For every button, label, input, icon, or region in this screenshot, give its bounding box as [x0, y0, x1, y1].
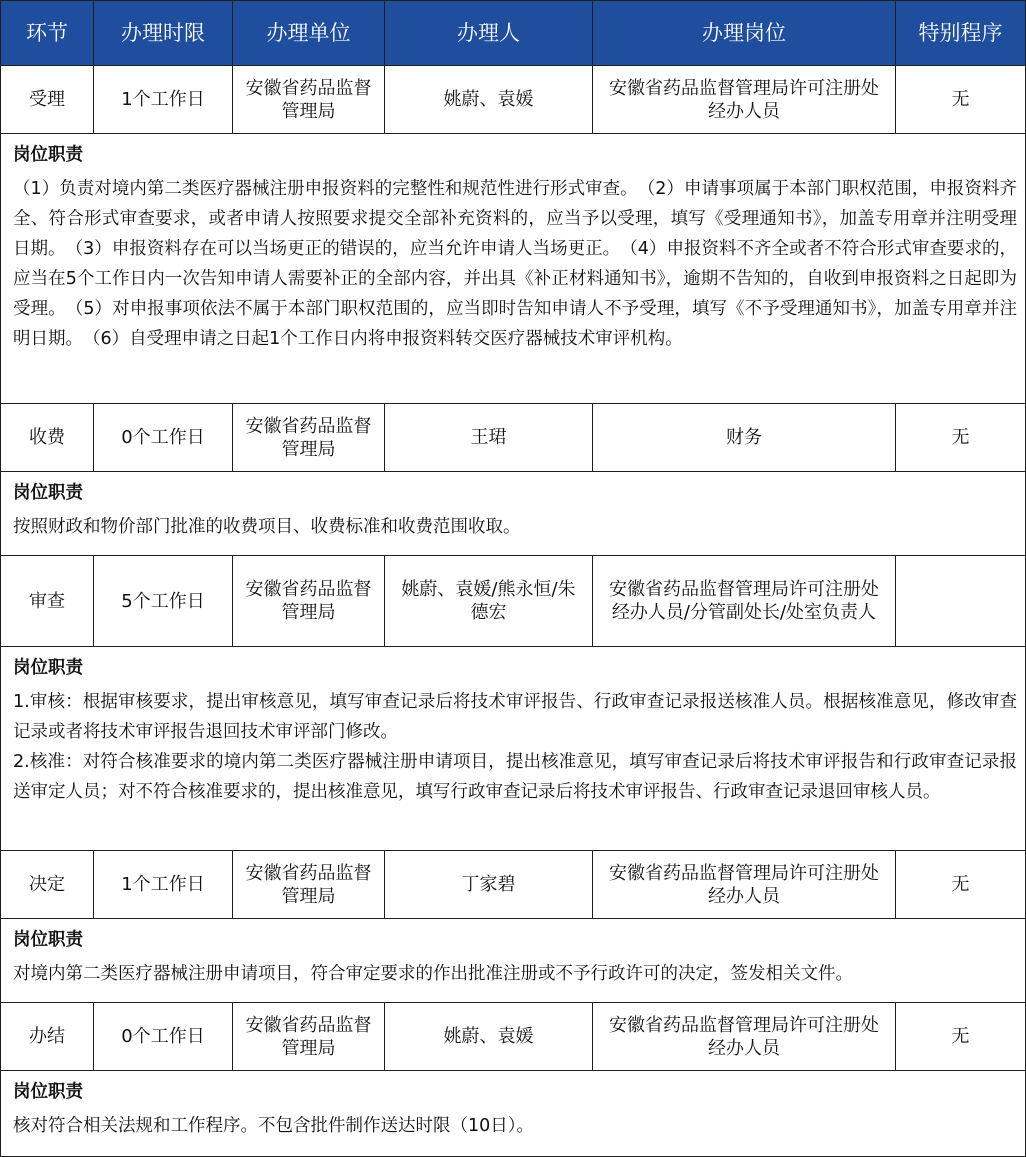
step-post: 安徽省药品监督管理局许可注册处经办人员/分管副处长/处室负责人	[593, 556, 896, 647]
duty-cell	[1, 134, 1026, 404]
duty-title: 岗位职责	[13, 483, 83, 503]
duty-row-complete	[1, 1071, 1026, 1157]
duty-text-approve: 2.核准：对符合核准要求的境内第二类医疗器械注册申请项目，提出核准意见，填写审查记录后将技术审评报告和行政审查记录报送审定人员；对不符合核准要求的，提出核准意见，填写行政审查记录后将技术审评报告、行政审查记录退回审核人员。	[13, 752, 1017, 802]
step-handler: 丁家碧	[385, 851, 593, 919]
step-handler: 姚蔚、袁媛	[385, 1003, 593, 1071]
step-unit: 安徽省药品监督管理局	[233, 1003, 385, 1071]
duty-title: 岗位职责	[13, 930, 83, 950]
step-special: 无	[896, 851, 1026, 919]
header-special: 特别程序	[896, 1, 1026, 66]
step-handler: 王珺	[385, 404, 593, 472]
header-step: 环节	[1, 1, 94, 66]
duty-cell	[1, 472, 1026, 556]
step-time-limit: 1个工作日	[94, 851, 233, 919]
duty-cell	[1, 919, 1026, 1003]
duty-cell	[1, 647, 1026, 851]
step-unit: 安徽省药品监督管理局	[233, 66, 385, 134]
duty-text: 按照财政和物价部门批准的收费项目、收费标准和收费范围收取。	[13, 517, 521, 537]
step-time-limit: 0个工作日	[94, 404, 233, 472]
duty-row-review	[1, 647, 1026, 851]
step-special: 无	[896, 404, 1026, 472]
step-post: 财务	[593, 404, 896, 472]
header-unit: 办理单位	[233, 1, 385, 66]
step-name: 决定	[1, 851, 94, 919]
duty-row-accept	[1, 134, 1026, 404]
duty-row-decision	[1, 919, 1026, 1003]
step-handler: 姚蔚、袁媛	[385, 66, 593, 134]
duty-title: 岗位职责	[13, 658, 83, 678]
step-row-accept	[1, 66, 1026, 134]
step-post: 安徽省药品监督管理局许可注册处经办人员	[593, 851, 896, 919]
header-time-limit: 办理时限	[94, 1, 233, 66]
duty-title: 岗位职责	[13, 1082, 83, 1102]
step-time-limit: 0个工作日	[94, 1003, 233, 1071]
duty-text-audit: 1.审核：根据审核要求，提出审核意见，填写审查记录后将技术审评报告、行政审查记录报送核准人员。根据核准意见，修改审查记录或者将技术审评报告退回技术审评部门修改。	[13, 692, 1017, 742]
step-post: 安徽省药品监督管理局许可注册处经办人员	[593, 66, 896, 134]
duty-row-fee	[1, 472, 1026, 556]
step-time-limit: 1个工作日	[94, 66, 233, 134]
step-row-fee	[1, 404, 1026, 472]
step-name: 收费	[1, 404, 94, 472]
duty-text: 核对符合相关法规和工作程序。不包含批件制作送达时限（10日）。	[13, 1116, 535, 1136]
step-time-limit: 5个工作日	[94, 556, 233, 647]
duty-title: 岗位职责	[13, 145, 83, 165]
duty-cell	[1, 1071, 1026, 1157]
step-row-complete	[1, 1003, 1026, 1071]
step-unit: 安徽省药品监督管理局	[233, 851, 385, 919]
step-unit: 安徽省药品监督管理局	[233, 404, 385, 472]
step-name: 办结	[1, 1003, 94, 1071]
step-name: 受理	[1, 66, 94, 134]
step-row-decision	[1, 851, 1026, 919]
header-post: 办理岗位	[593, 1, 896, 66]
step-special: 无	[896, 1003, 1026, 1071]
step-unit: 安徽省药品监督管理局	[233, 556, 385, 647]
header-handler: 办理人	[385, 1, 593, 66]
step-row-review	[1, 556, 1026, 647]
duty-text: 对境内第二类医疗器械注册申请项目，符合审定要求的作出批准注册或不予行政许可的决定，签发相关文件。	[13, 964, 853, 984]
header-row	[1, 1, 1026, 66]
step-post: 安徽省药品监督管理局许可注册处经办人员	[593, 1003, 896, 1071]
step-special: 无	[896, 66, 1026, 134]
step-name: 审查	[1, 556, 94, 647]
step-special	[896, 556, 1026, 647]
duty-text: （1）负责对境内第二类医疗器械注册申报资料的完整性和规范性进行形式审查。 （2）申请事项属于本部门职权范围，申报资料齐全、符合形式审查要求，或者申请人按照要求提交全部补充资料的，应当予以受理，填写《受理通知书》，加盖专用章并注明受理日期。 （3）申报资料存在可以当场更正的错误的，应当允许申请人当场更正。 （4）申报资料不齐全或者不符合形式审查要求的，应当在5个工作日内一次告知申请人需要补正的全部内容，并出具《补正材料通知书》，逾期不告知的，自收到申报资料之日起即为受理。 （5）对申报事项依法不属于本部门职权范围的，应当即时告知申请人不予受理，填写《不予受理通知书》，加盖专用章并注明日期。 （6）自受理申请之日起1个工作日内将申报资料转交医疗器械技术审评机构。	[13, 179, 1017, 349]
step-handler: 姚蔚、袁媛/熊永恒/朱德宏	[385, 556, 593, 647]
